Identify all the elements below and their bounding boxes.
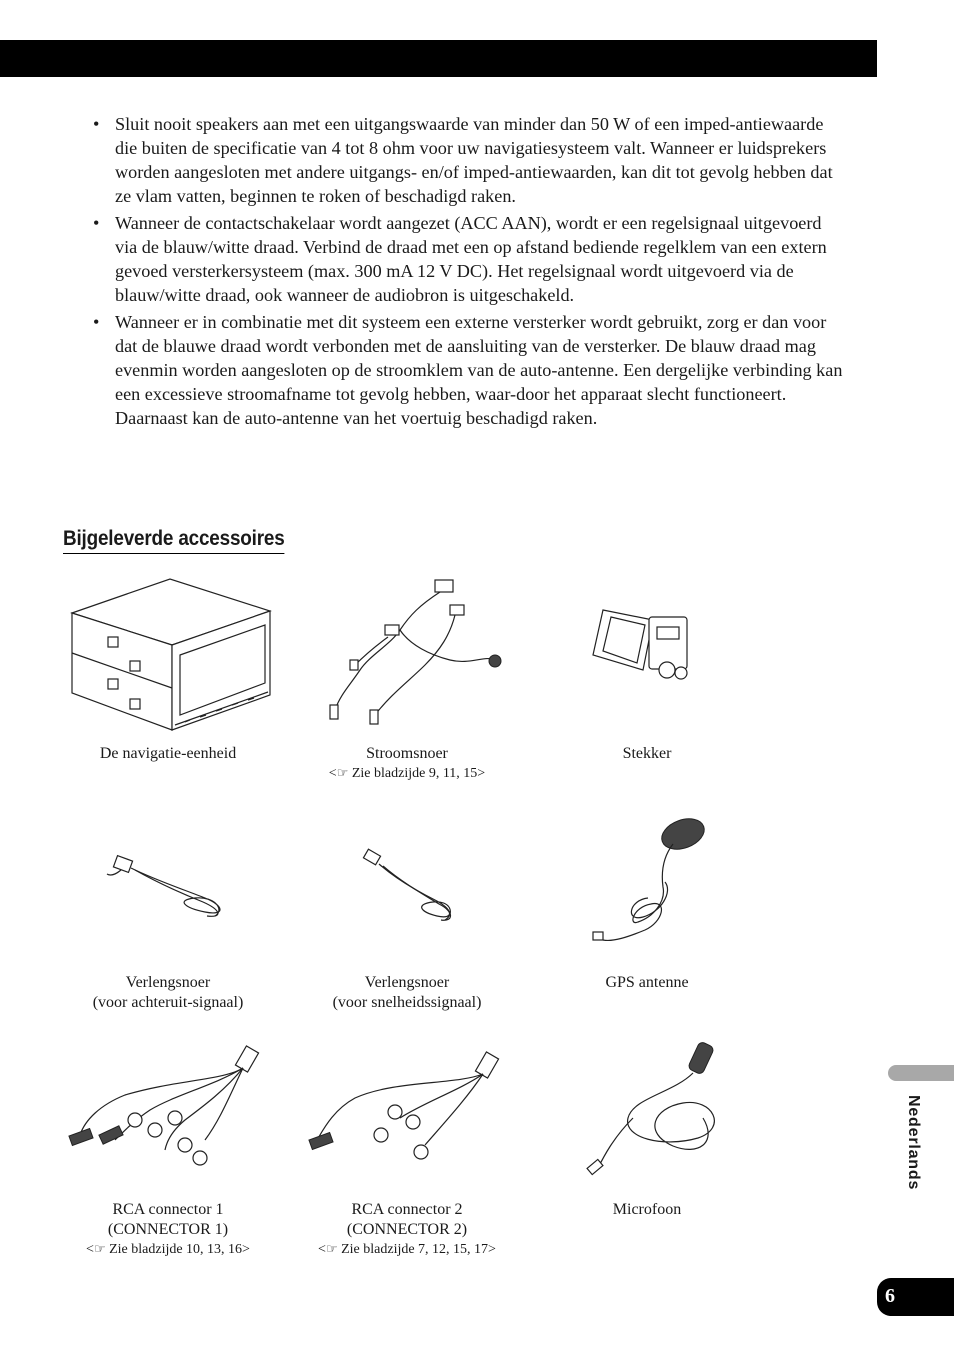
- nav-unit-caption: [38, 744, 298, 764]
- ref-open: <: [318, 1242, 326, 1257]
- plug-caption: [517, 744, 777, 764]
- list-item: [93, 310, 845, 430]
- hand-pointer-icon: ☞: [336, 766, 349, 781]
- hand-pointer-icon: ☞: [325, 1242, 338, 1257]
- rca1-illustration: [55, 1040, 285, 1190]
- ext-speed-caption: [277, 973, 537, 1013]
- page-number: 6: [877, 1278, 954, 1316]
- ext-reverse-name: Verlengsnoer: [125, 974, 211, 991]
- power-cord-name: Stroomsnoer: [366, 745, 448, 762]
- ref-text: Zie bladzijde 7, 12, 15, 17>: [341, 1242, 496, 1257]
- rca2-name: RCA connector 2: [351, 1201, 463, 1218]
- warning-list: [93, 112, 845, 433]
- ext-speed-illustration: [295, 840, 525, 940]
- rca2-sub: (CONNECTOR 2): [346, 1221, 468, 1238]
- rca2-illustration: [295, 1040, 525, 1190]
- mic-caption: [517, 1200, 777, 1220]
- ref-text: Zie bladzijde 10, 13, 16>: [109, 1242, 250, 1257]
- ext-speed-sub: (voor snelheidssignaal): [332, 994, 482, 1011]
- bullet-text: Wanneer de contactschakelaar wordt aangezet (ACC AAN), wordt er een regelsignaal uitgevoerd via de blauw/witte draad. Verbind de draad met een op afstand bediende regelklem van een extern gevoed versterkersysteem (max. 300 mA 12 V DC). Het regelsignaal wordt uitgevoerd via de blauw/witte draad, ook wanneer de audiobron is uitgeschakeld.: [115, 213, 827, 305]
- header-bar: [0, 40, 877, 77]
- nav-unit-illustration: [55, 575, 285, 735]
- gps-name: GPS antenne: [605, 974, 689, 991]
- language-tab-label: Nederlands: [905, 1095, 922, 1191]
- gps-antenna-illustration: [533, 812, 763, 962]
- plug-illustration: [533, 595, 763, 695]
- ext-reverse-caption: [38, 973, 298, 1013]
- ref-open: <: [328, 766, 337, 781]
- list-item: [93, 112, 845, 208]
- ext-reverse-sub: (voor achteruit-signaal): [92, 994, 244, 1011]
- power-cord-ref: [277, 764, 537, 784]
- bullet-text: Sluit nooit speakers aan met een uitgangswaarde van minder dan 50 W of een imped-antiewaarde die buiten de specificatie van 4 tot 8 ohm voor uw navigatiesysteem valt. Wanneer er luidsprekers worden aangesloten met andere uitgangs- en/of imped-antiewaarden, kan dit tot gevolg hebben dat ze vlam vatten, beginnen te roken of beschadigd raken.: [115, 114, 833, 206]
- section-title: Bijgeleverde accessoires: [63, 527, 285, 554]
- rca2-caption: [277, 1200, 537, 1260]
- side-tab-bar: [888, 1065, 954, 1081]
- bullet-text: Wanneer er in combinatie met dit systeem een externe versterker wordt gebruikt, zorg er dan voor dat de blauwe draad wordt verbonden met de aansluiting van de versterker. De blauw draad mag evenmin worden aangesloten op de stroomklem van de auto-antenne. Een dergelijke verbinding kan een excessieve stroomafname tot gevolg hebben, waar-door het apparaat slecht functioneert. Daarnaast kan de auto-antenne van het voertuig beschadigd raken.: [115, 312, 843, 428]
- ref-open: <: [86, 1242, 94, 1257]
- bullet-marker: •: [93, 114, 100, 134]
- rca1-ref: [38, 1240, 298, 1260]
- rca1-caption: [38, 1200, 298, 1260]
- ext-speed-name: Verlengsnoer: [364, 974, 450, 991]
- power-cord-caption: [277, 744, 537, 784]
- bullet-marker: •: [93, 312, 100, 332]
- rca1-name: RCA connector 1: [112, 1201, 224, 1218]
- gps-caption: [517, 973, 777, 993]
- power-cord-illustration: [295, 575, 525, 735]
- ext-reverse-illustration: [55, 840, 285, 940]
- hand-pointer-icon: ☞: [93, 1242, 106, 1257]
- microphone-illustration: [533, 1038, 763, 1188]
- list-item: [93, 211, 845, 307]
- nav-unit-name: De navigatie-eenheid: [99, 745, 237, 762]
- plug-name: Stekker: [622, 745, 672, 762]
- mic-name: Microfoon: [612, 1201, 682, 1218]
- rca1-sub: (CONNECTOR 1): [107, 1221, 229, 1238]
- ref-text: Zie bladzijde 9, 11, 15>: [351, 766, 486, 781]
- rca2-ref: [277, 1240, 537, 1260]
- bullet-marker: •: [93, 213, 100, 233]
